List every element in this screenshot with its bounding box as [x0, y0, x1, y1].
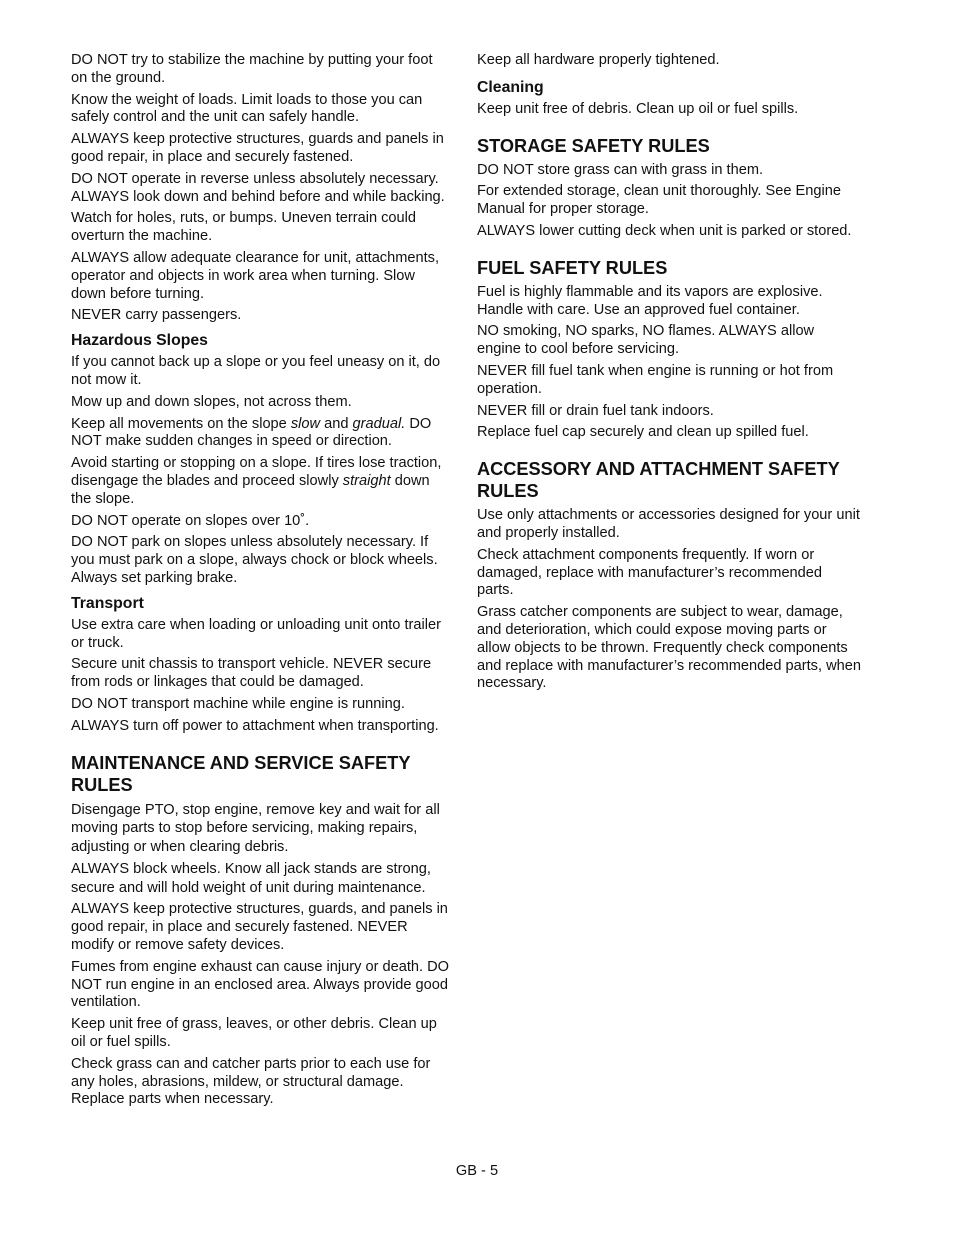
accessory-paragraph: Check attachment components frequently. If worn or damaged, replace with manufacturer’s recommended parts. — [477, 546, 823, 599]
storage-paragraph: DO NOT store grass can with grass in them. — [477, 161, 764, 178]
intro-paragraph: ALWAYS keep protective structures, guards and panels in good repair, in place and securely fastened. — [71, 131, 444, 165]
slopes-paragraph: DO NOT park on slopes unless absolutely necessary. If you must park on a slope, always chock or block wheels. Always set parking brake. — [71, 534, 438, 586]
maintenance-paragraph: Check grass can and catcher parts prior to each use for any holes, abrasions, mildew, or structural damage. Replace parts when necessary. — [71, 1055, 431, 1108]
slopes-paragraph: Mow up and down slopes, not across them. — [71, 393, 352, 410]
maintenance-paragraph: Disengage PTO, stop engine, remove key and wait for all moving parts to stop before servicing, making repairs, adjusting or when clearing debris. — [71, 801, 440, 855]
maintenance-paragraph: Keep unit free of grass, leaves, or other debris. Clean up oil or fuel spills. — [71, 1016, 437, 1051]
intro-paragraph: ALWAYS allow adequate clearance for unit, attachments, operator and objects in work area when turning. Slow down before turning. — [71, 249, 440, 302]
fuel-paragraph: NO smoking, NO sparks, NO flames. ALWAYS allow engine to cool before servicing. — [477, 323, 815, 358]
fuel-heading: FUEL SAFETY RULES — [477, 257, 668, 278]
text-run: Avoid starting or stopping on a slope. If tires lose traction, disengage the blades and proceed slowly — [71, 455, 442, 489]
accessory-paragraph: Use only attachments or accessories designed for your unit and properly installed. — [477, 507, 860, 541]
intro-paragraph: NEVER carry passengers. — [71, 307, 242, 324]
transport-paragraph: Secure unit chassis to transport vehicle. NEVER secure from rods or linkages that could be damaged. — [71, 656, 432, 691]
storage-heading: STORAGE SAFETY RULES — [477, 135, 710, 156]
left-column — [71, 52, 451, 1113]
transport-paragraph: DO NOT transport machine while engine is running. — [71, 695, 405, 712]
emphasis-gradual: gradual. — [352, 415, 406, 432]
maintenance-heading: MAINTENANCE AND SERVICE SAFETY RULES — [71, 752, 411, 795]
cleaning-paragraph: Keep unit free of debris. Clean up oil or fuel spills. — [477, 100, 799, 117]
slopes-paragraph — [71, 416, 451, 452]
accessory-heading: ACCESSORY AND ATTACHMENT SAFETY RULES — [477, 459, 840, 502]
text-run: Keep all movements on the slope — [71, 415, 291, 432]
intro-paragraph: Know the weight of loads. Limit loads to those you can safely control and the unit can safely handle. — [71, 91, 423, 126]
text-run: and — [320, 415, 353, 432]
page-number: GB - 5 — [455, 1163, 499, 1179]
intro-paragraph: Watch for holes, ruts, or bumps. Uneven terrain could overturn the machine. — [71, 210, 416, 245]
storage-paragraph: ALWAYS lower cutting deck when unit is parked or stored. — [477, 222, 852, 239]
slopes-paragraph: If you cannot back up a slope or you feel uneasy on it, do not mow it. — [71, 354, 441, 388]
transport-paragraph: ALWAYS turn off power to attachment when transporting. — [71, 717, 439, 734]
transport-heading: Transport — [71, 594, 144, 612]
hardware-paragraph: Keep all hardware properly tightened. — [477, 52, 720, 68]
storage-paragraph: For extended storage, clean unit thoroughly. See Engine Manual for proper storage. — [477, 183, 842, 218]
accessory-paragraph: Grass catcher components are subject to wear, damage, and deterioration, which could expose moving parts or allow objects to be thrown. Frequently check components and replace with manufacturer’s recommended parts, when necessary. — [477, 604, 861, 692]
slopes-paragraph — [71, 455, 451, 508]
fuel-paragraph: Replace fuel cap securely and clean up spilled fuel. — [477, 424, 809, 441]
text-run: DO NOT make sudden changes in speed or direction. — [71, 415, 432, 450]
slopes-paragraph: DO NOT operate on slopes over 10˚. — [71, 512, 310, 529]
text-run: down the slope. — [71, 472, 430, 507]
hazardous-slopes-heading: Hazardous Slopes — [71, 332, 208, 350]
fuel-paragraph: NEVER fill fuel tank when engine is running or hot from operation. — [477, 362, 834, 397]
fuel-paragraph: NEVER fill or drain fuel tank indoors. — [477, 402, 714, 419]
intro-paragraph: DO NOT operate in reverse unless absolutely necessary. ALWAYS look down and behind before and while backing. — [71, 170, 445, 205]
fuel-paragraph: Fuel is highly flammable and its vapors are explosive. Handle with care. Use an approved fuel container. — [477, 283, 823, 318]
maintenance-paragraph: Fumes from engine exhaust can cause injury or death. DO NOT run engine in an enclosed area. Always provide good ventilation. — [71, 958, 450, 1011]
transport-paragraph: Use extra care when loading or unloading unit onto trailer or truck. — [71, 616, 441, 651]
emphasis-straight: straight — [342, 472, 391, 489]
right-column — [477, 52, 861, 697]
intro-paragraph: DO NOT try to stabilize the machine by putting your foot on the ground. — [71, 52, 433, 86]
maintenance-paragraph: ALWAYS block wheels. Know all jack stands are strong, secure and will hold weight of unit during maintenance. — [71, 861, 431, 896]
emphasis-slow: slow — [290, 415, 321, 432]
maintenance-paragraph: ALWAYS keep protective structures, guards, and panels in good repair, in place and securely fastened. NEVER modify or remove safety devices. — [71, 901, 448, 954]
cleaning-heading: Cleaning — [477, 78, 544, 96]
